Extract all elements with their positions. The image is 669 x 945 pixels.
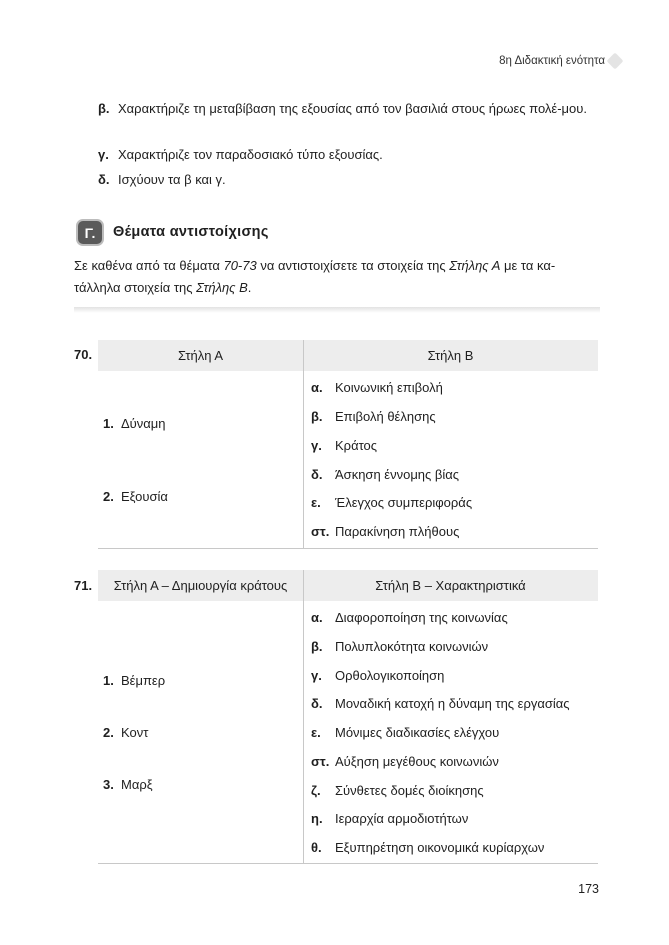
list-item <box>103 775 153 795</box>
column-divider <box>303 340 304 548</box>
section-intro <box>74 255 600 299</box>
intro-column-a: Στήλης Α <box>449 258 501 273</box>
item-letter: δ. <box>311 696 323 711</box>
item-text: Βέμπερ <box>121 673 166 688</box>
item-text: Έλεγχος συμπεριφοράς <box>335 495 473 510</box>
table-bottom-rule <box>98 863 598 864</box>
option-b <box>98 98 598 119</box>
question-number-71: 71. <box>74 578 93 593</box>
item-text: Δύναμη <box>121 416 166 431</box>
item-number: 3. <box>103 777 114 792</box>
option-text: Χαρακτήριζε τη μεταβίβαση της εξουσίας από τον βασιλιά στους ήρωες πολέ-μου. <box>118 101 588 116</box>
intro-text: Σε καθένα από τα θέματα <box>74 258 224 273</box>
option-letter: δ. <box>98 172 110 187</box>
table-bottom-rule <box>98 548 598 549</box>
intro-text: να αντιστοιχίσετε τα στοιχεία της <box>256 258 450 273</box>
item-text: Παρακίνηση πλήθους <box>335 524 460 539</box>
item-text: Μαρξ <box>121 777 153 792</box>
table-header-70 <box>98 340 598 371</box>
item-text: Αύξηση μεγέθους κοινωνιών <box>335 754 499 769</box>
intro-divider <box>74 307 600 313</box>
item-text: Μοναδική κατοχή η δύναμη της εργασίας <box>335 696 570 711</box>
list-item <box>103 723 148 743</box>
option-text: Χαρακτήριζε τον παραδοσιακό τύπο εξουσίας. <box>118 147 383 162</box>
chapter-title: 8η Διδακτική ενότητα <box>499 55 605 67</box>
list-item <box>103 414 166 434</box>
item-text: Κοντ <box>121 725 149 740</box>
column-b-header: Στήλη Β – Χαρακτηριστικά <box>375 578 526 593</box>
item-letter: ε. <box>311 725 321 740</box>
list-item <box>311 407 436 427</box>
item-text: Μόνιμες διαδικασίες ελέγχου <box>335 725 500 740</box>
item-text: Ορθολογικοποίηση <box>335 668 445 683</box>
item-text: Ιεραρχία αρμοδιοτήτων <box>335 811 469 826</box>
item-letter: β. <box>311 639 323 654</box>
item-text: Επιβολή θέλησης <box>335 409 436 424</box>
item-number: 2. <box>103 489 114 504</box>
running-header <box>499 53 621 69</box>
list-item <box>311 781 484 801</box>
item-text: Σύνθετες δομές διοίκησης <box>335 783 484 798</box>
section-badge: Γ. <box>76 219 104 246</box>
section-title: Θέματα αντιστοίχισης <box>113 224 269 240</box>
intro-column-b: Στήλης Β <box>196 280 248 295</box>
column-divider <box>303 570 304 863</box>
column-a-header: Στήλη Α <box>177 348 224 363</box>
item-letter: α. <box>311 610 323 625</box>
item-letter: στ. <box>311 754 330 769</box>
item-letter: ζ. <box>311 783 321 798</box>
list-item <box>311 465 459 485</box>
item-letter: α. <box>311 380 323 395</box>
item-letter: θ. <box>311 840 322 855</box>
item-text: Κράτος <box>335 438 378 453</box>
list-item <box>311 436 377 456</box>
diamond-ornament-icon <box>607 53 624 70</box>
list-item <box>311 838 544 858</box>
page-number: 173 <box>578 882 599 896</box>
item-text: Άσκηση έννομης βίας <box>335 467 460 482</box>
list-item <box>103 487 168 507</box>
list-item <box>311 723 499 743</box>
list-item <box>311 637 488 657</box>
list-item <box>311 752 499 772</box>
column-a-header: Στήλη Α – Δημιουργία κράτους <box>113 578 288 593</box>
intro-range: 70-73 <box>223 258 257 273</box>
column-b-header: Στήλη Β <box>427 348 474 363</box>
item-letter: γ. <box>311 438 322 453</box>
intro-text: με τα κα-τάλληλα στοιχεία της <box>74 258 556 295</box>
list-item <box>311 608 508 628</box>
item-text: Πολυπλοκότητα κοινωνιών <box>335 639 489 654</box>
item-text: Κοινωνική επιβολή <box>335 380 443 395</box>
list-item <box>103 671 165 691</box>
option-d <box>98 169 598 190</box>
list-item <box>311 378 443 398</box>
item-letter: ε. <box>311 495 321 510</box>
item-letter: γ. <box>311 668 322 683</box>
list-item <box>311 522 459 542</box>
item-text: Εξυπηρέτηση οικονομικά κυρίαρχων <box>335 840 545 855</box>
item-number: 1. <box>103 673 114 688</box>
list-item <box>311 694 570 714</box>
option-text: Ισχύουν τα β και γ. <box>118 172 226 187</box>
question-number-70: 70. <box>74 347 93 362</box>
table-header-71 <box>98 570 598 601</box>
list-item <box>311 809 468 829</box>
intro-text: . <box>247 280 252 295</box>
item-number: 1. <box>103 416 114 431</box>
list-item <box>311 493 472 513</box>
item-text: Εξουσία <box>121 489 168 504</box>
item-text: Διαφοροποίηση της κοινωνίας <box>335 610 508 625</box>
item-number: 2. <box>103 725 114 740</box>
item-letter: στ. <box>311 524 330 539</box>
option-letter: β. <box>98 101 110 116</box>
item-letter: δ. <box>311 467 323 482</box>
item-letter: β. <box>311 409 323 424</box>
list-item <box>311 666 444 686</box>
item-letter: η. <box>311 811 323 826</box>
option-letter: γ. <box>98 147 109 162</box>
option-c <box>98 144 598 165</box>
